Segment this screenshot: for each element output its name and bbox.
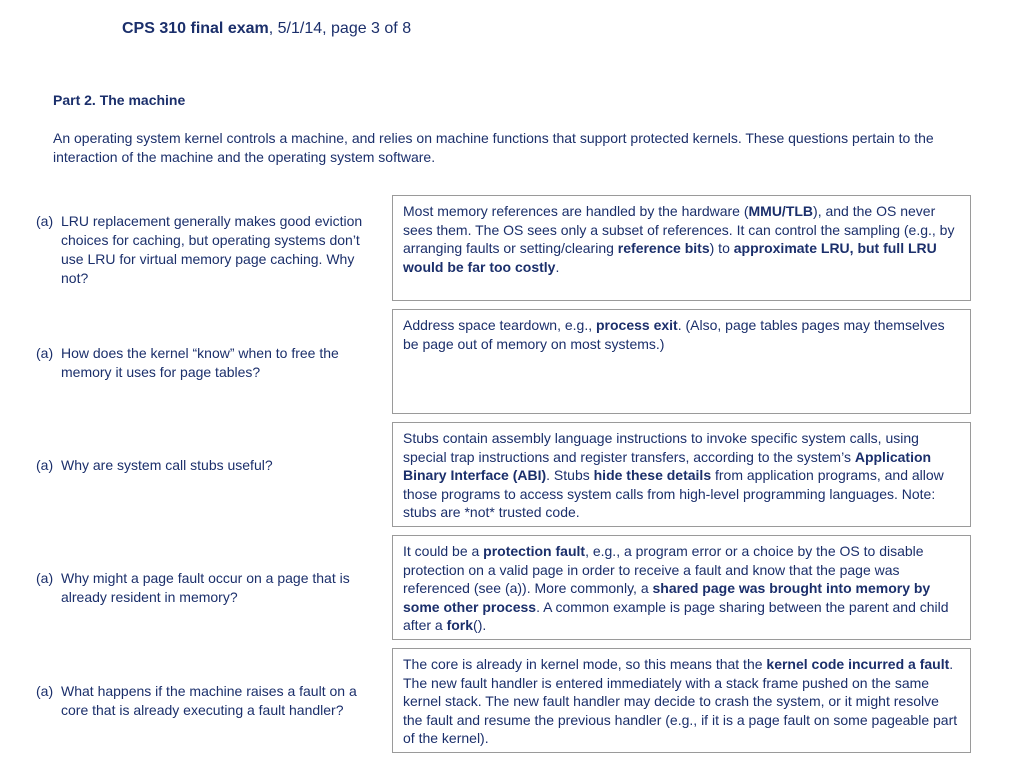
question-text: LRU replacement generally makes good eviction choices for caching, but operating systems don’t use LRU for virtual memory page caching. Why not? — [61, 213, 363, 286]
answer-emphasis: protection fault — [483, 543, 586, 559]
answer-emphasis: kernel code incurred a fault — [766, 656, 950, 672]
answer-emphasis: Application Binary Interface (ABI) — [403, 448, 932, 484]
answer-box-5 — [392, 648, 971, 753]
answer-text: Address space teardown, e.g., — [403, 317, 596, 333]
answer-text: . The new fault handler is entered immediately with a stack frame pushed on the same kernel stack. The new fault handler may decide to crash the system, or it might resolve the fault and resume the previous handler (e.g., if it is a page fault on some pageable part of the kernel). — [403, 656, 958, 747]
answer-text: . — [555, 258, 560, 275]
answer-box-4 — [392, 535, 971, 640]
exam-date-page: , 5/1/14, page 3 of 8 — [268, 20, 412, 37]
part-title: Part 2. The machine — [53, 92, 186, 108]
answer-box-2 — [392, 309, 971, 414]
answer-text: The core is already in kernel mode, so this means that the — [403, 656, 767, 672]
answer-text: . A common example is page sharing between the parent and child after a — [403, 598, 949, 634]
question-5 — [36, 682, 366, 720]
answer-text: Stubs contain assembly language instructions to invoke specific system calls, using special trap instructions and register transfers, according to the system’s — [403, 430, 919, 465]
question-text: Why might a page fault occur on a page that is already resident in memory? — [61, 570, 350, 605]
answer-emphasis: shared page was brought into memory by some other process — [403, 580, 931, 615]
question-text: Why are system call stubs useful? — [61, 457, 273, 473]
answer-text: , e.g., a program error or a choice by the OS to disable protection on a valid page in order to receive a fault and know that the page was referenced (see (a)). More commonly, a — [403, 543, 924, 597]
answer-text: . Stubs — [546, 467, 594, 484]
exam-title: CPS 310 final exam — [122, 20, 269, 37]
answer-text: ), and the OS never sees them. The OS sees only a subset of references. It can control the sampling (e.g., by arranging faults or setting/clearing — [403, 203, 955, 257]
answer-box-3 — [392, 422, 971, 527]
answer-emphasis: process exit — [596, 317, 678, 333]
question-4 — [36, 569, 366, 607]
answer-box-1 — [392, 195, 971, 301]
question-number: (a) — [36, 570, 54, 586]
answer-text: . (Also, page tables pages may themselves be page out of memory on most systems.) — [403, 317, 945, 352]
question-number: (a) — [36, 345, 54, 361]
answer-emphasis: reference bits — [617, 240, 710, 257]
answer-emphasis: MMU/TLB — [748, 203, 814, 219]
answer-text: Most memory references are handled by the hardware ( — [403, 203, 749, 219]
question-number: (a) — [36, 683, 54, 699]
question-text: What happens if the machine raises a fault on a core that is already executing a fault handler? — [61, 683, 357, 718]
answer-text: (). — [473, 617, 487, 634]
answer-text: from application programs, and allow those programs to access system calls from high-level programming languages. Note: stubs are *not* trusted code. — [403, 467, 944, 521]
answer-emphasis: fork — [446, 617, 474, 634]
part-intro: An operating system kernel controls a machine, and relies on machine functions that support protected kernels. These questions pertain to the interaction of the machine and the operating system software. — [53, 130, 934, 165]
answer-emphasis: hide these details — [593, 467, 712, 484]
answer-text: ) to — [709, 240, 734, 257]
question-text: How does the kernel “know” when to free the memory it uses for page tables? — [61, 345, 339, 380]
question-number: (a) — [36, 213, 54, 229]
answer-emphasis: approximate LRU, but full LRU would be far too costly — [403, 240, 937, 275]
page-header — [122, 20, 411, 38]
question-1 — [36, 212, 366, 288]
answer-text: It could be a — [403, 543, 484, 559]
question-3 — [36, 456, 366, 475]
question-2 — [36, 344, 366, 382]
question-number: (a) — [36, 457, 54, 473]
